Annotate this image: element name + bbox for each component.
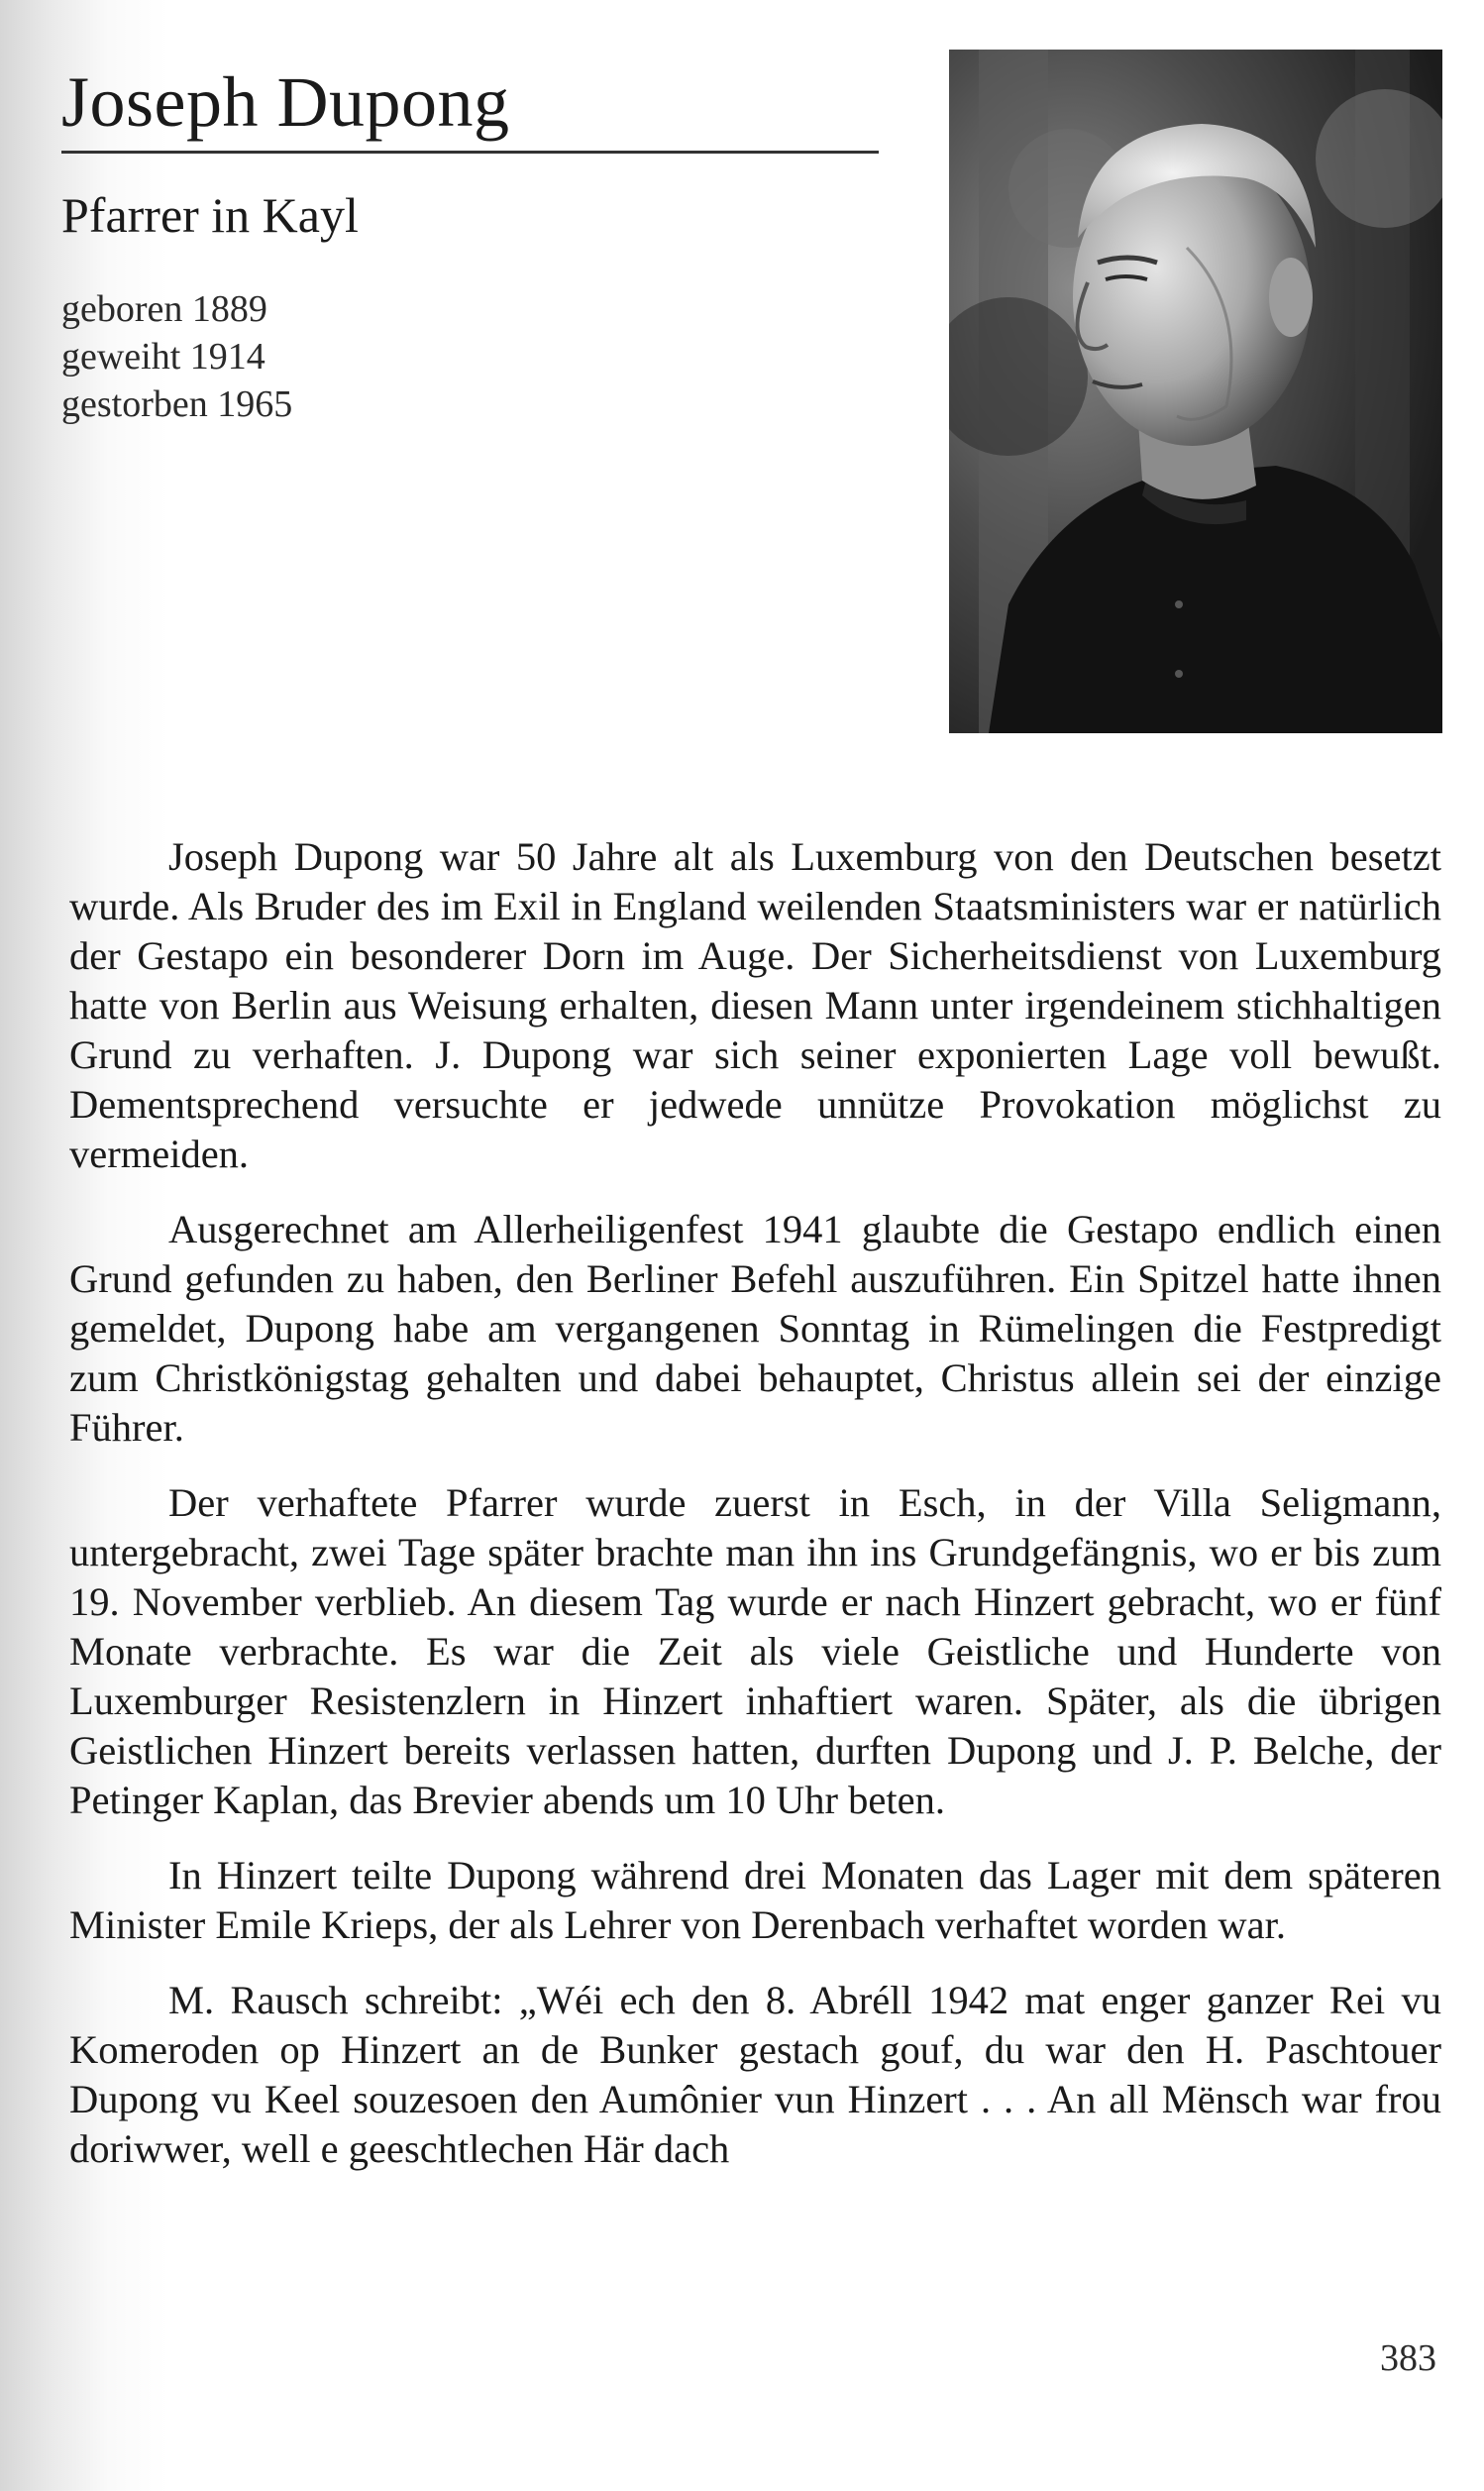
subtitle: Pfarrer in Kayl	[61, 187, 359, 243]
fact-ordained: geweiht 1914	[61, 336, 265, 378]
title-rule	[61, 151, 879, 154]
fact-died: gestorben 1965	[61, 383, 293, 425]
paragraph-4: In Hinzert teilte Dupong während drei Monaten das Lager mit dem späteren Minister Emile Krieps, der als Lehrer von Derenbach verhaftet worden war.	[69, 1853, 1441, 1947]
portrait-illustration	[949, 50, 1442, 733]
portrait-photo	[949, 50, 1442, 733]
biographical-facts	[61, 285, 292, 428]
page-number: 383	[1380, 2337, 1436, 2379]
page-title: Joseph Dupong	[61, 62, 510, 142]
paragraph-3: Der verhaftete Pfarrer wurde zuerst in Esch, in der Villa Seligmann, untergebracht, zwei Tage später brachte man ihn ins Grundgefängnis, wo er bis zum 19. November verblieb. An diesem Tag wurde er nach Hinzert gebracht, wo er fünf Monate verbrachte. Es war die Zeit als viele Geistliche und Hunderte von Luxemburger Resistenzlern in Hinzert inhaftiert waren. Später, als die übrigen Geistlichen Hinzert bereits verlassen hatten, durften Dupong und J. P. Belche, der Petinger Kaplan, das Brevier abends um 10 Uhr beten.	[69, 1480, 1441, 1822]
paragraph-1: Joseph Dupong war 50 Jahre alt als Luxemburg von den Deutschen besetzt wurde. Als Bruder des im Exil in England weilenden Staatsministers war er natürlich der Gestapo ein besonderer Dorn im Auge. Der Sicherheitsdienst von Luxemburg hatte von Berlin aus Weisung erhalten, diesen Mann unter irgendeinem stichhaltigen Grund zu verhaften. J. Dupong war sich seiner exponierten Lage voll bewußt. Dementsprechend versuchte er jedwede unnütze Provokation möglichst zu vermeiden.	[69, 834, 1441, 1176]
article-body	[69, 832, 1441, 2200]
fact-born: geboren 1889	[61, 288, 267, 330]
paragraph-2: Ausgerechnet am Allerheiligenfest 1941 glaubte die Gestapo endlich einen Grund gefunden zu haben, den Berliner Befehl auszuführen. Ein Spitzel hatte ihnen gemeldet, Dupong habe am vergangenen Sonntag in Rümelingen die Festpredigt zum Christkönigstag gehalten und dabei behauptet, Christus allein sei der einzige Führer.	[69, 1207, 1441, 1450]
paragraph-5: M. Rausch schreibt: „Wéi ech den 8. Abréll 1942 mat enger ganzer Rei vu Komeroden op Hinzert an de Bunker gestach gouf, du war den H. Paschtouer Dupong vu Keel souzesoen den Aumônier vun Hinzert . . . An all Mënsch war frou doriwwer, well e geeschtlechen Här dach	[69, 1978, 1441, 2171]
